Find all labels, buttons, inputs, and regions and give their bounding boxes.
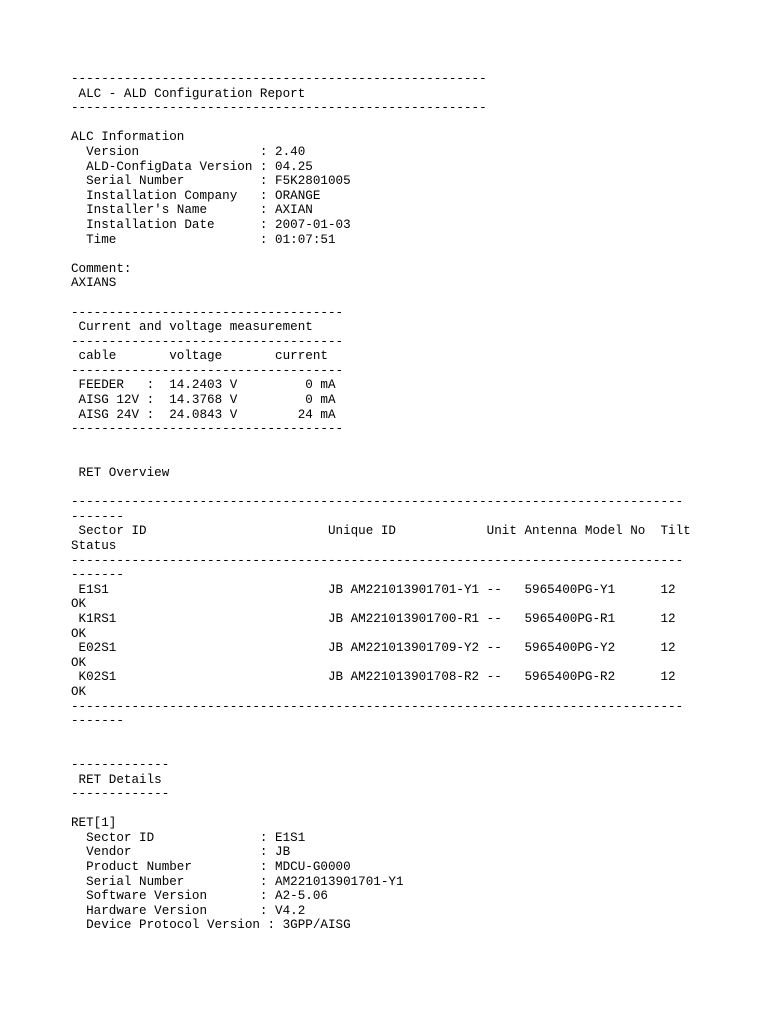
report-line: Vendor : JB (71, 845, 291, 860)
report-line: Current and voltage measurement (71, 320, 313, 335)
report-line: AXIANS (71, 276, 117, 291)
report-line: Sector ID Unique ID Unit Antenna Model No Tilt (71, 524, 691, 539)
report-line: Serial Number : F5K2801005 (71, 174, 351, 189)
report-line: K1RS1 JB AM221013901700-R1 -- 5965400PG-R1 12 (71, 611, 676, 626)
report-line: ------------------------------------------------------- (71, 101, 487, 116)
report-line: FEEDER : 14.2403 V 0 mA (71, 378, 336, 393)
report-line: Version : 2.40 (71, 144, 306, 159)
report-line: ------- (71, 568, 124, 583)
report-line (71, 451, 761, 466)
report-line: ------------------------------------ (71, 363, 344, 378)
report-line (71, 291, 761, 306)
report-line: RET[1] (71, 816, 117, 831)
report-line: Sector ID : E1S1 (71, 830, 306, 845)
report-line (71, 743, 761, 758)
report-line: Software Version : A2-5.06 (71, 889, 328, 904)
report-line (71, 802, 761, 817)
report-line: OK (71, 597, 87, 612)
report-line: ALC Information (71, 130, 185, 145)
report-line: ALC - ALD Configuration Report (71, 86, 306, 101)
report-line: Serial Number : AM221013901701-Y1 (71, 874, 404, 889)
report-line: Comment: (71, 261, 132, 276)
report-line: OK (71, 655, 87, 670)
report-line: K02S1 JB AM221013901708-R2 -- 5965400PG-R2 12 (71, 670, 676, 685)
report-line: RET Details (71, 772, 162, 787)
report-line: Status (71, 539, 117, 553)
report-line: ------------------------------------------------------- (71, 72, 487, 86)
report-line: E1S1 JB AM221013901701-Y1 -- 5965400PG-Y1 12 (71, 582, 676, 597)
report-line (71, 481, 761, 496)
report-line (71, 437, 761, 452)
report-line: ------- (71, 509, 124, 524)
report-line: Installation Date : 2007-01-03 (71, 217, 351, 232)
report-line: ------------------------------------ (71, 334, 344, 349)
report-line: Hardware Version : V4.2 (71, 903, 306, 918)
report-line: cable voltage current (71, 349, 328, 364)
report-line: ------- (71, 714, 124, 729)
report-line: ------------- (71, 757, 170, 772)
report-line: AISG 24V : 24.0843 V 24 mA (71, 407, 336, 422)
report-line: Installation Company : ORANGE (71, 188, 321, 203)
report-line: ------------- (71, 787, 170, 802)
report-line: --------------------------------------------------------------------------------- (71, 495, 684, 510)
report-line: --------------------------------------------------------------------------------- (71, 553, 684, 568)
report-line: ------------------------------------ (71, 305, 344, 320)
report-line: OK (71, 626, 87, 641)
report-line: Product Number : MDCU-G0000 (71, 860, 351, 875)
report-line: ------------------------------------ (71, 422, 344, 437)
report-line: --------------------------------------------------------------------------------- (71, 699, 684, 714)
report-line: ALD-ConfigData Version : 04.25 (71, 159, 313, 174)
report-line: Time : 01:07:51 (71, 232, 336, 247)
report-line: Device Protocol Version : 3GPP/AISG (71, 918, 351, 933)
report-line: Installer's Name : AXIAN (71, 203, 313, 218)
report-line (71, 116, 761, 131)
report-line: OK (71, 684, 87, 699)
config-report-document (71, 72, 761, 933)
report-line: AISG 12V : 14.3768 V 0 mA (71, 393, 336, 408)
report-line (71, 729, 761, 744)
report-line: RET Overview (71, 466, 170, 481)
report-line: E02S1 JB AM221013901709-Y2 -- 5965400PG-Y2 12 (71, 641, 676, 656)
report-line (71, 247, 761, 262)
